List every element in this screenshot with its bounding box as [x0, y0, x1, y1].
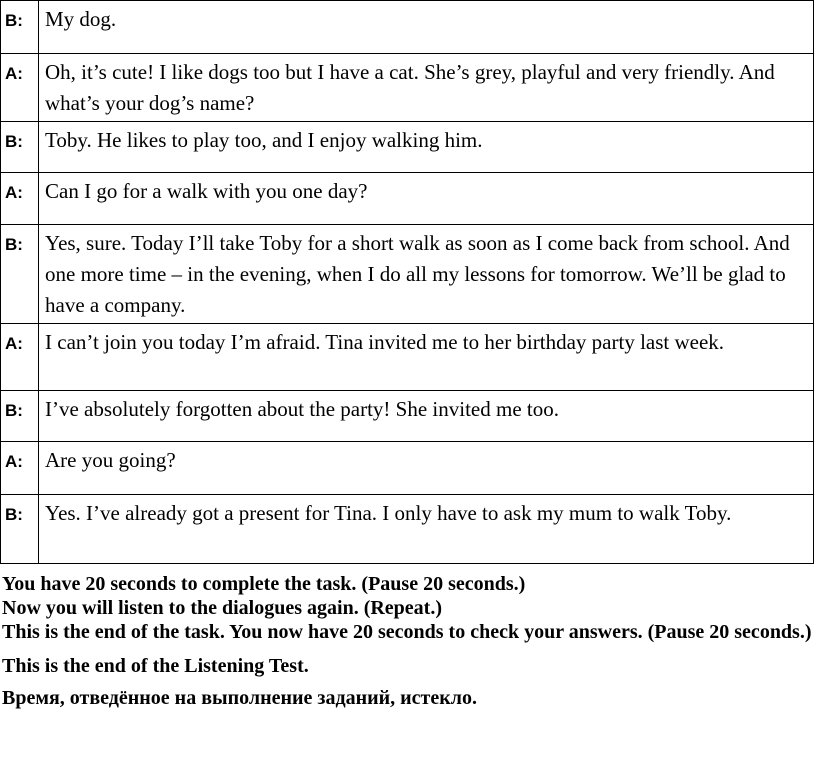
instruction-pause: You have 20 seconds to complete the task. (Pause 20 seconds.) — [2, 573, 526, 595]
dialogue-row — [1, 324, 814, 391]
dialogue-line: Toby. He likes to play too, and I enjoy walking him. — [39, 122, 814, 173]
dialogue-line: Can I go for a walk with you one day? — [39, 173, 814, 225]
dialogue-row — [1, 1, 814, 54]
speaker-label: B: — [1, 391, 39, 442]
instruction-check: This is the end of the task. You now have 20 seconds to check your answers. (Pause 20 seconds.) — [2, 621, 812, 643]
dialogue-line: Yes, sure. Today I’ll take Toby for a short walk as soon as I come back from school. And one more time – in the evening, when I do all my lessons for tomorrow. We’ll be glad to have a company. — [39, 225, 814, 324]
dialogue-row — [1, 122, 814, 173]
speaker-label: B: — [1, 495, 39, 564]
dialogue-line: My dog. — [39, 1, 814, 54]
instruction-end-of-test: This is the end of the Listening Test. — [2, 655, 309, 677]
instructions-block — [2, 572, 814, 710]
speaker-label: A: — [1, 54, 39, 122]
dialogue-row — [1, 391, 814, 442]
speaker-label: B: — [1, 1, 39, 54]
dialogue-line: Yes. I’ve already got a present for Tina. I only have to ask my mum to walk Toby. — [39, 495, 814, 564]
dialogue-line: I can’t join you today I’m afraid. Tina invited me to her birthday party last week. — [39, 324, 814, 391]
dialogue-line: Are you going? — [39, 442, 814, 495]
instruction-time-up: Время, отведённое на выполнение заданий, истекло. — [2, 687, 477, 709]
instruction-repeat: Now you will listen to the dialogues again. (Repeat.) — [2, 597, 442, 619]
dialogue-row — [1, 442, 814, 495]
dialogue-line: I’ve absolutely forgotten about the party! She invited me too. — [39, 391, 814, 442]
speaker-label: A: — [1, 324, 39, 391]
dialogue-line: Oh, it’s cute! I like dogs too but I have a cat. She’s grey, playful and very friendly. And what’s your dog’s name? — [39, 54, 814, 122]
dialogue-row — [1, 54, 814, 122]
dialogue-row — [1, 173, 814, 225]
speaker-label: A: — [1, 442, 39, 495]
dialogue-row — [1, 495, 814, 564]
speaker-label: A: — [1, 173, 39, 225]
speaker-label: B: — [1, 122, 39, 173]
dialogue-row — [1, 225, 814, 324]
speaker-label: B: — [1, 225, 39, 324]
